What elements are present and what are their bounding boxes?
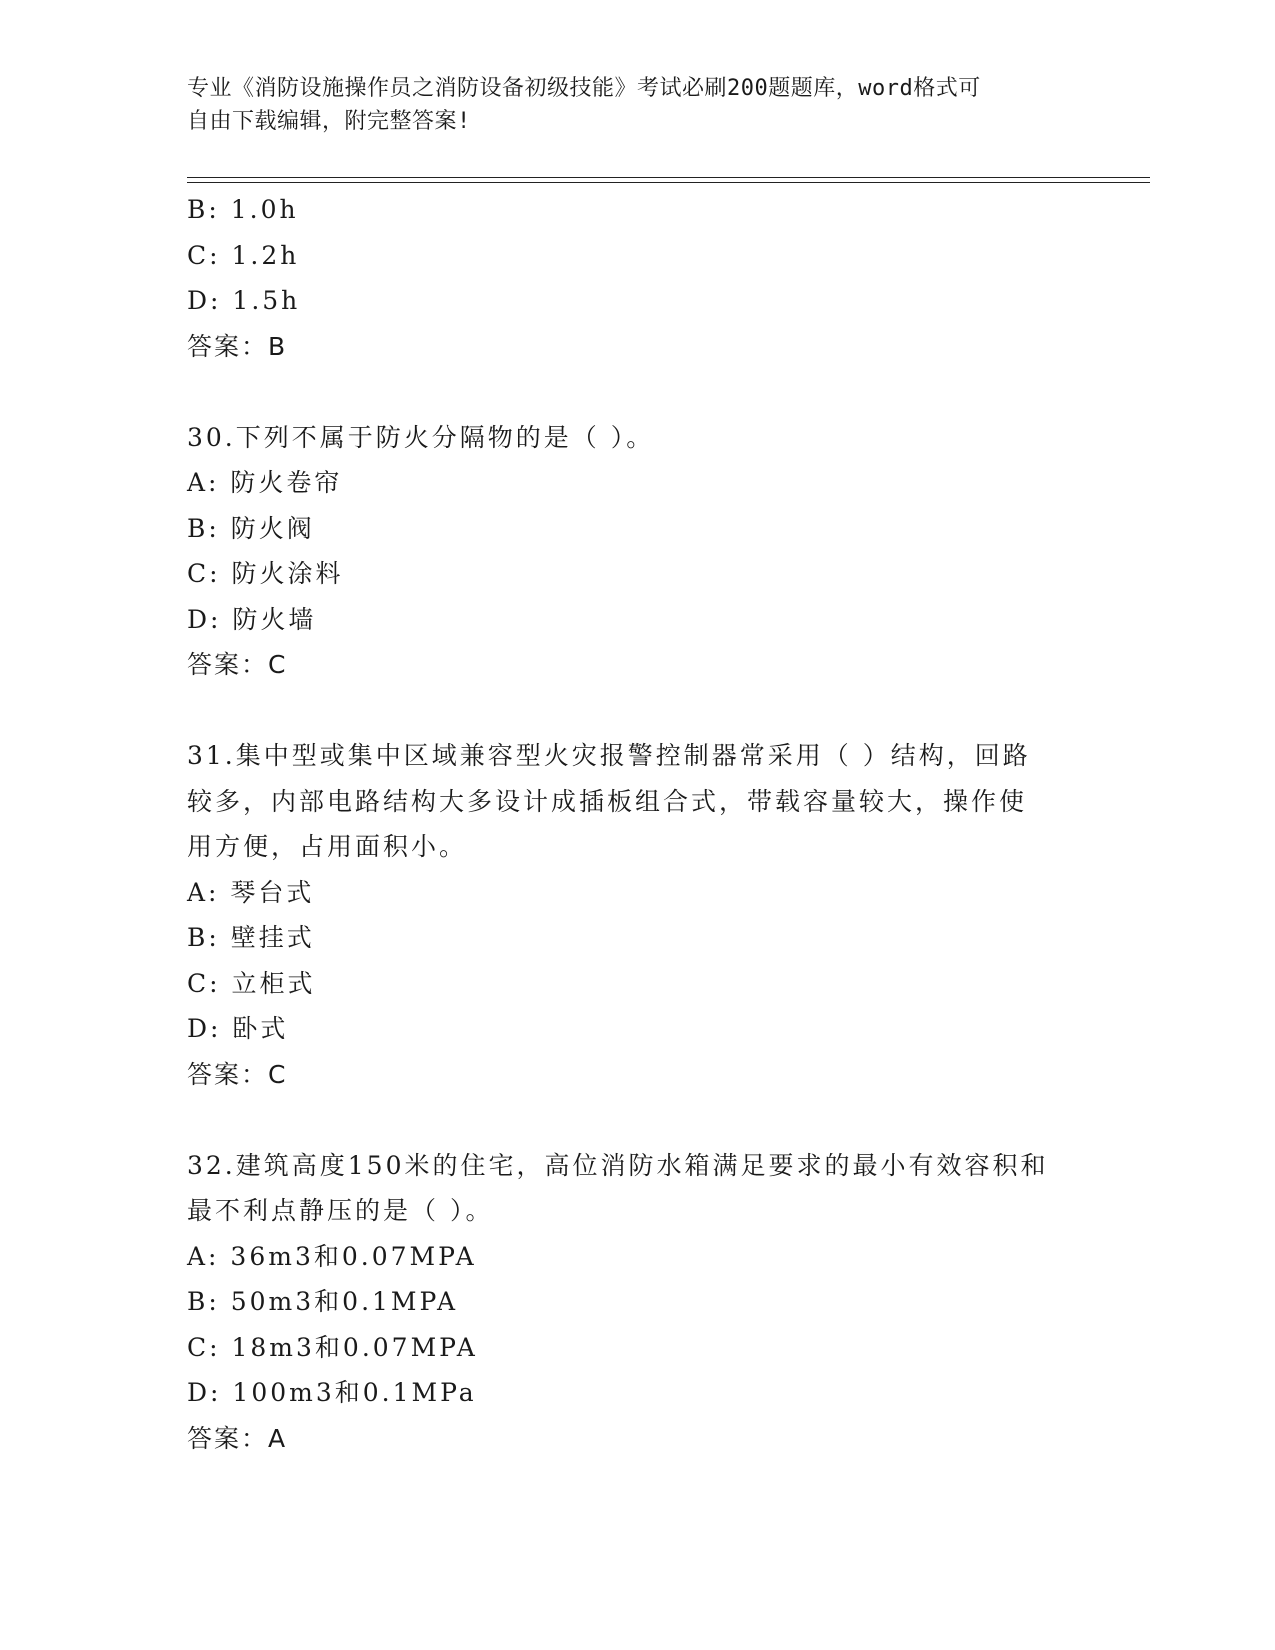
question-stem-line-1: 32.建筑高度150米的住宅，高位消防水箱满足要求的最小有效容积和 [187, 1150, 1049, 1180]
spacer [187, 1097, 1087, 1143]
option-c: C: 防火涂料 [187, 559, 344, 588]
option-d: D: 卧式 [187, 1014, 289, 1043]
spacer [187, 688, 1087, 734]
question-stem-line-2: 较多，内部电路结构大多设计成插板组合式，带载容量较大，操作使 [187, 786, 1028, 816]
question-list [187, 187, 1087, 1461]
header-divider-bottom [187, 182, 1150, 183]
answer-line: 答案：C [187, 1059, 288, 1089]
answer-line: 答案：B [187, 331, 288, 361]
question-stem-line-3: 用方便，占用面积小。 [187, 832, 468, 861]
option-c: C: 1.2h [187, 240, 300, 270]
question-stem-line-1: 31.集中型或集中区域兼容型火灾报警控制器常采用（ ）结构，回路 [187, 741, 1031, 770]
option-b: B: 壁挂式 [187, 923, 315, 952]
question-stem-line-2: 最不利点静压的是（ ）。 [187, 1196, 494, 1225]
option-d: D: 1.5h [187, 286, 301, 315]
question-stem: 30.下列不属于防火分隔物的是（ ）。 [187, 422, 655, 452]
question-block-30 [187, 415, 1087, 688]
option-a: A: 防火卷帘 [187, 468, 343, 497]
option-a: A: 36m3和0.07MPA [187, 1241, 477, 1271]
option-c: C: 18m3和0.07MPA [187, 1332, 478, 1362]
header-divider-top [187, 177, 1150, 178]
question-block-29 [187, 187, 1087, 369]
option-d: D: 防火墙 [187, 604, 317, 634]
option-b: B: 防火阀 [187, 513, 315, 543]
option-d: D: 100m3和0.1MPa [187, 1378, 477, 1407]
question-block-32 [187, 1143, 1087, 1462]
option-a: A: 琴台式 [187, 877, 315, 907]
answer-line: 答案：C [187, 650, 288, 679]
header-line-2: 自由下载编辑，附完整答案! [187, 109, 471, 134]
header-line-1: 专业《消防设施操作员之消防设备初级技能》考试必刷200题题库，word格式可 [187, 76, 981, 101]
option-c: C: 立柜式 [187, 968, 316, 998]
option-b: B: 50m3和0.1MPA [187, 1287, 459, 1316]
spacer [187, 369, 1087, 415]
answer-line: 答案：A [187, 1423, 288, 1453]
document-header [187, 72, 1067, 138]
option-b: B: 1.0h [187, 195, 299, 224]
question-block-31 [187, 733, 1087, 1097]
